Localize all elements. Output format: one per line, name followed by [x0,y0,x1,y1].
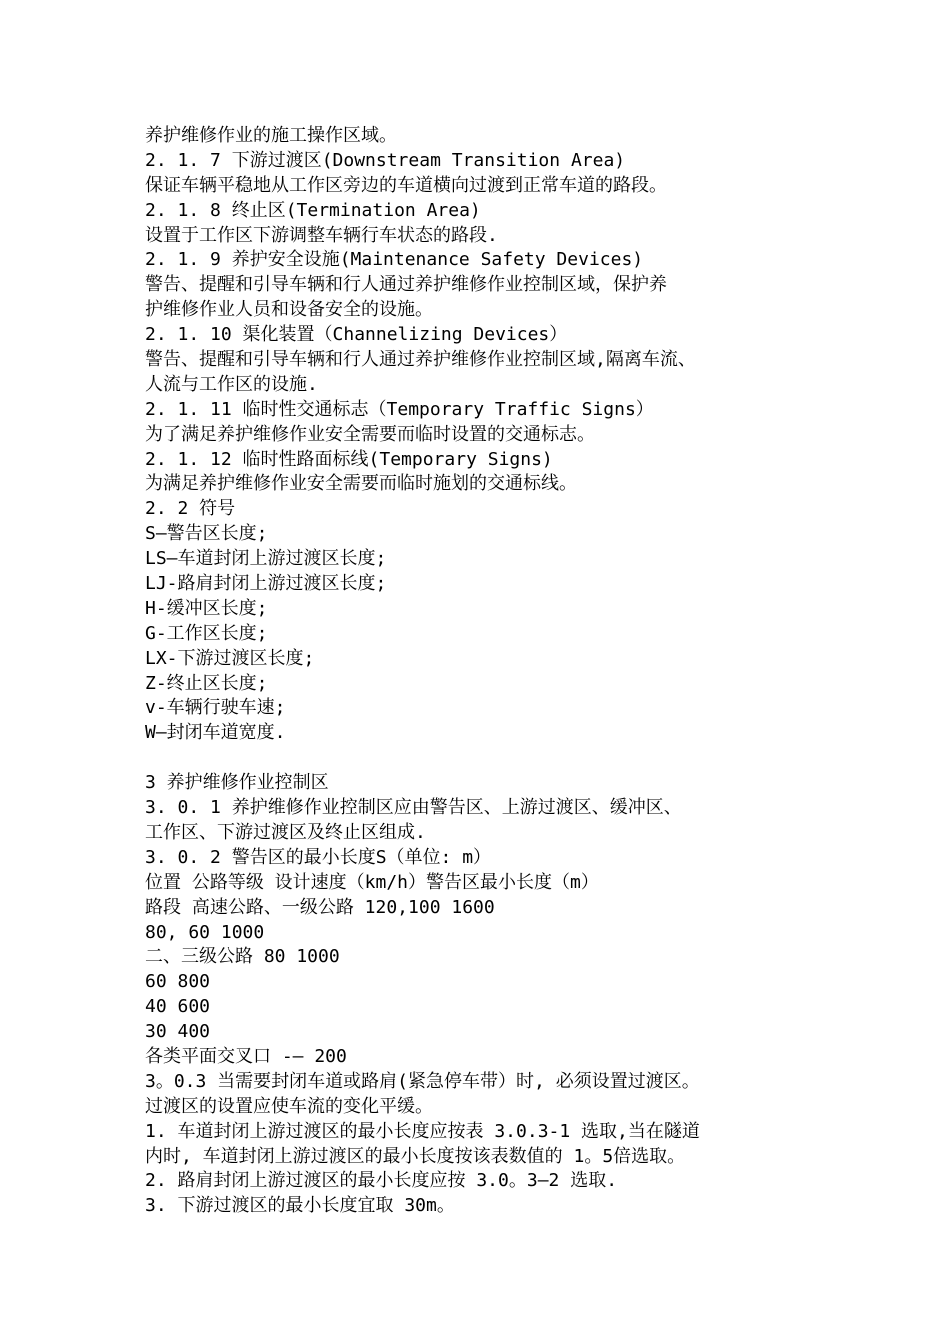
list-item-continuation: 内时, 车道封闭上游过渡区的最小长度按该表数值的 1。5倍选取。 [145,1145,686,1167]
table-row-line: 二、三级公路 80 1000 [145,946,340,968]
section-heading: 2. 1. 10 渠化装置（Channelizing Devices） [145,324,568,346]
list-item: 1. 车道封闭上游过渡区的最小长度应按表 3.0.3-1 选取,当在隧道 [145,1120,700,1142]
chapter-heading: 3 养护维修作业控制区 [145,772,329,794]
text-line: 为满足养护维修作业安全需要而临时施划的交通标线。 [145,473,577,495]
symbol-definition: W—封闭车道宽度. [145,722,286,744]
symbol-definition: LJ-路肩封闭上游过渡区长度; [145,573,387,595]
list-item: 3. 下游过渡区的最小长度宜取 30m。 [145,1195,455,1217]
text-line: 警告、提醒和引导车辆和行人通过养护维修作业控制区域，保护养 [145,274,667,296]
table-row-line: 60 800 [145,971,211,993]
symbol-definition: G-工作区长度; [145,622,268,644]
document-page [145,124,835,1219]
table-row-line: 30 400 [145,1021,211,1043]
symbol-definition: S—警告区长度; [145,523,268,545]
text-line: 工作区、下游过渡区及终止区组成. [145,821,426,843]
section-heading: 3. 0. 2 警告区的最小长度S（单位: m） [145,846,492,868]
table-row-line: 40 600 [145,996,211,1018]
symbol-definition: LX-下游过渡区长度; [145,647,315,669]
table-header-line: 位置 公路等级 设计速度（km/h）警告区最小长度（m） [145,871,599,893]
symbol-definition: Z-终止区长度; [145,672,268,694]
text-line: 保证车辆平稳地从工作区旁边的车道横向过渡到正常车道的路段。 [145,174,667,196]
section-heading: 2. 2 符号 [145,498,236,520]
text-line: 警告、提醒和引导车辆和行人通过养护维修作业控制区域,隔离车流、 [145,349,696,371]
section-heading: 3. 0. 1 养护维修作业控制区应由警告区、上游过渡区、缓冲区、 [145,797,682,819]
text-line: 设置于工作区下游调整车辆行车状态的路段. [145,224,498,246]
list-item: 2. 路肩封闭上游过渡区的最小长度应按 3.0。3—2 选取. [145,1170,618,1192]
section-heading: 2. 1. 9 养护安全设施(Maintenance Safety Devices) [145,249,644,271]
symbol-definition: LS—车道封闭上游过渡区长度; [145,548,387,570]
text-line: 过渡区的设置应使车流的变化平缓。 [145,1095,433,1117]
symbol-definition: H-缓冲区长度; [145,597,268,619]
table-row-line: 各类平面交叉口 -— 200 [145,1045,347,1067]
section-heading: 2. 1. 8 终止区(Termination Area) [145,199,481,221]
text-line: 养护维修作业的施工操作区域。 [145,125,397,146]
blank-line [145,746,835,771]
text-line: 为了满足养护维修作业安全需要而临时设置的交通标志。 [145,423,595,445]
table-row-line: 路段 高速公路、一级公路 120,100 1600 [145,896,495,918]
text-line: 护维修作业人员和设备安全的设施。 [145,299,433,321]
section-heading: 2. 1. 7 下游过渡区(Downstream Transition Area) [145,149,626,171]
section-heading: 2. 1. 11 临时性交通标志（Temporary Traffic Signs） [145,398,654,420]
section-heading: 3。0.3 当需要封闭车道或路肩(紧急停车带）时, 必须设置过渡区。 [145,1070,700,1092]
table-row-line: 80, 60 1000 [145,921,265,943]
symbol-definition: v-车辆行驶车速; [145,697,286,719]
section-heading: 2. 1. 12 临时性路面标线(Temporary Signs) [145,448,553,470]
text-line: 人流与工作区的设施. [145,373,318,395]
